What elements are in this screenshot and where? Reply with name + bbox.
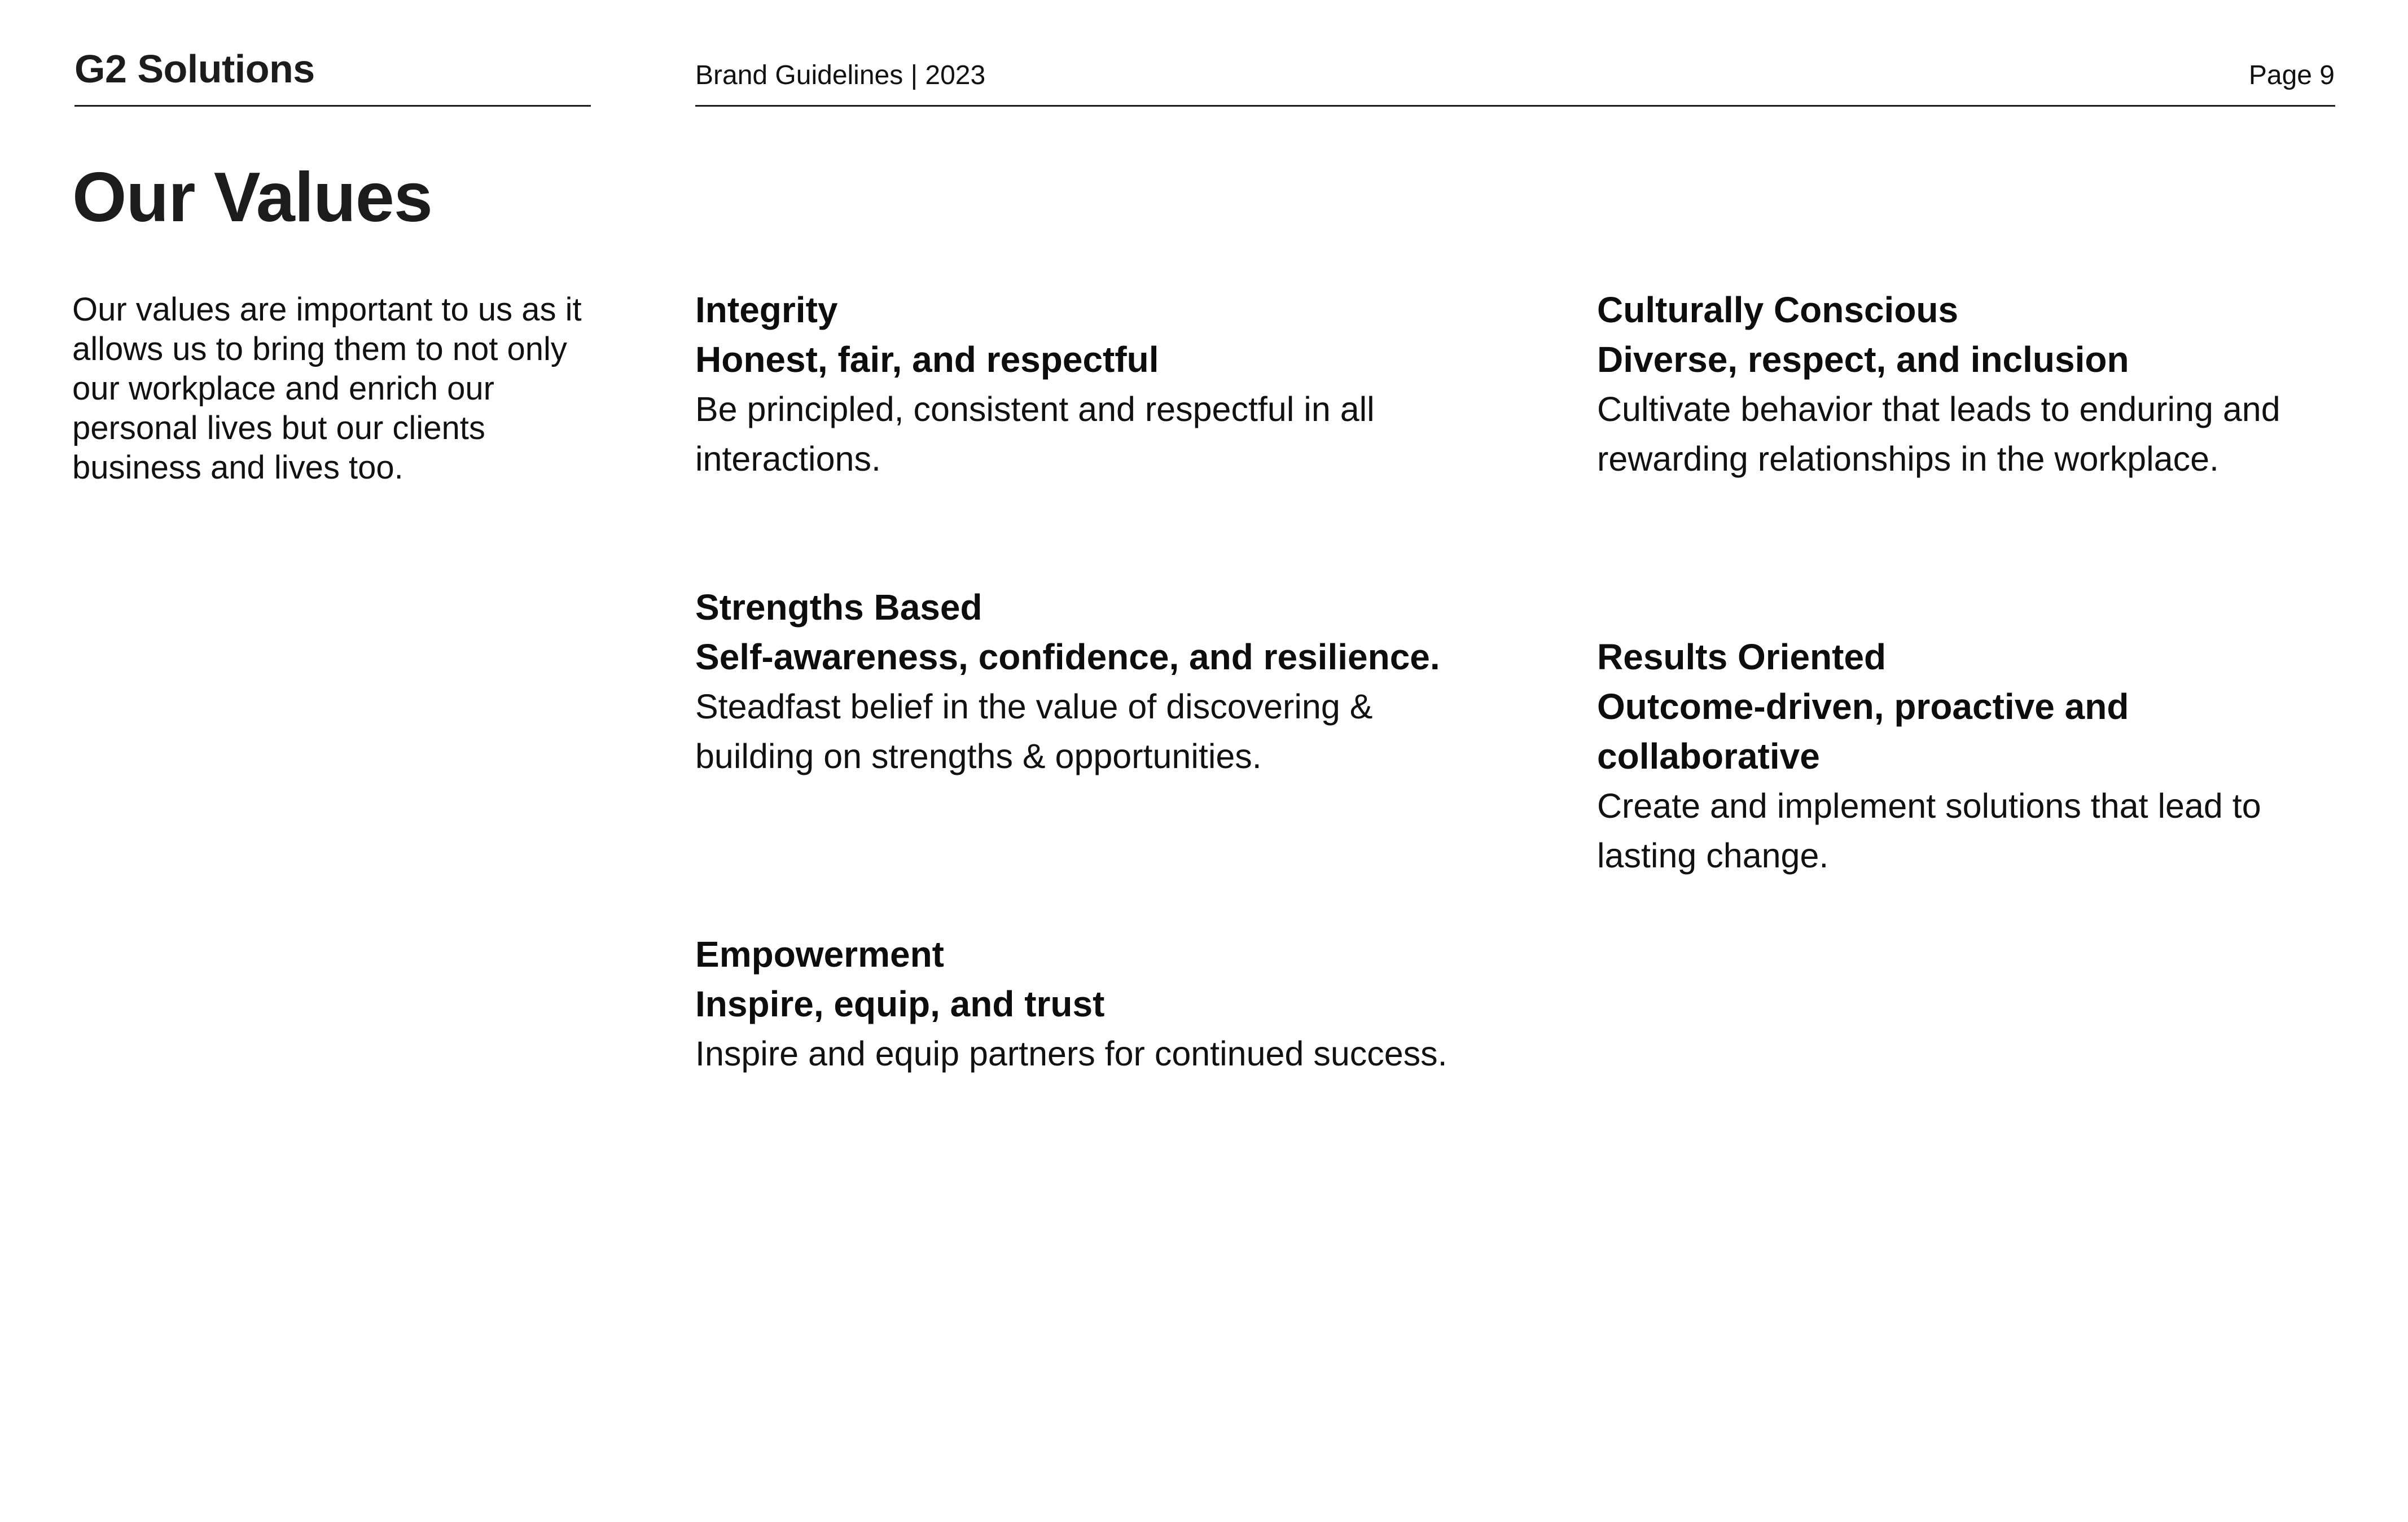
value-description: Cultivate behavior that leads to enduring and rewarding relationships in the workplace. xyxy=(1597,390,2280,478)
value-results-oriented xyxy=(1597,632,2348,880)
value-description: Be principled, consistent and respectful in all interactions. xyxy=(695,390,1375,478)
intro-paragraph: Our values are important to us as it allows us to bring them to not only our workplace and enrich our personal lives but our clients business and lives too. xyxy=(72,291,582,486)
value-tagline: Outcome-driven, proactive and collaborative xyxy=(1597,686,2129,777)
value-empowerment xyxy=(695,929,1474,1078)
value-tagline: Diverse, respect, and inclusion xyxy=(1597,339,2129,380)
value-strengths-based xyxy=(695,582,1474,781)
value-description: Inspire and equip partners for continued success. xyxy=(695,1034,1448,1073)
value-name: Culturally Conscious xyxy=(1597,290,1959,330)
page-number: Page 9 xyxy=(2248,60,2335,90)
page-title: Our Values xyxy=(72,159,432,236)
document-title: Brand Guidelines | 2023 xyxy=(695,60,986,90)
value-culturally-conscious xyxy=(1597,285,2348,484)
value-tagline: Inspire, equip, and trust xyxy=(695,984,1105,1024)
value-name: Integrity xyxy=(695,290,838,330)
brand-name: G2 Solutions xyxy=(74,47,315,91)
value-name: Strengths Based xyxy=(695,587,983,628)
value-description: Create and implement solutions that lead to lasting change. xyxy=(1597,787,2261,875)
header-divider-right xyxy=(695,105,2335,107)
value-description: Steadfast belief in the value of discovering & building on strengths & opportunities. xyxy=(695,687,1373,775)
value-name: Results Oriented xyxy=(1597,637,1887,677)
value-integrity xyxy=(695,285,1474,484)
value-name: Empowerment xyxy=(695,934,944,975)
header-divider-left xyxy=(74,105,591,107)
value-tagline: Self-awareness, confidence, and resilience. xyxy=(695,637,1440,677)
value-tagline: Honest, fair, and respectful xyxy=(695,339,1159,380)
